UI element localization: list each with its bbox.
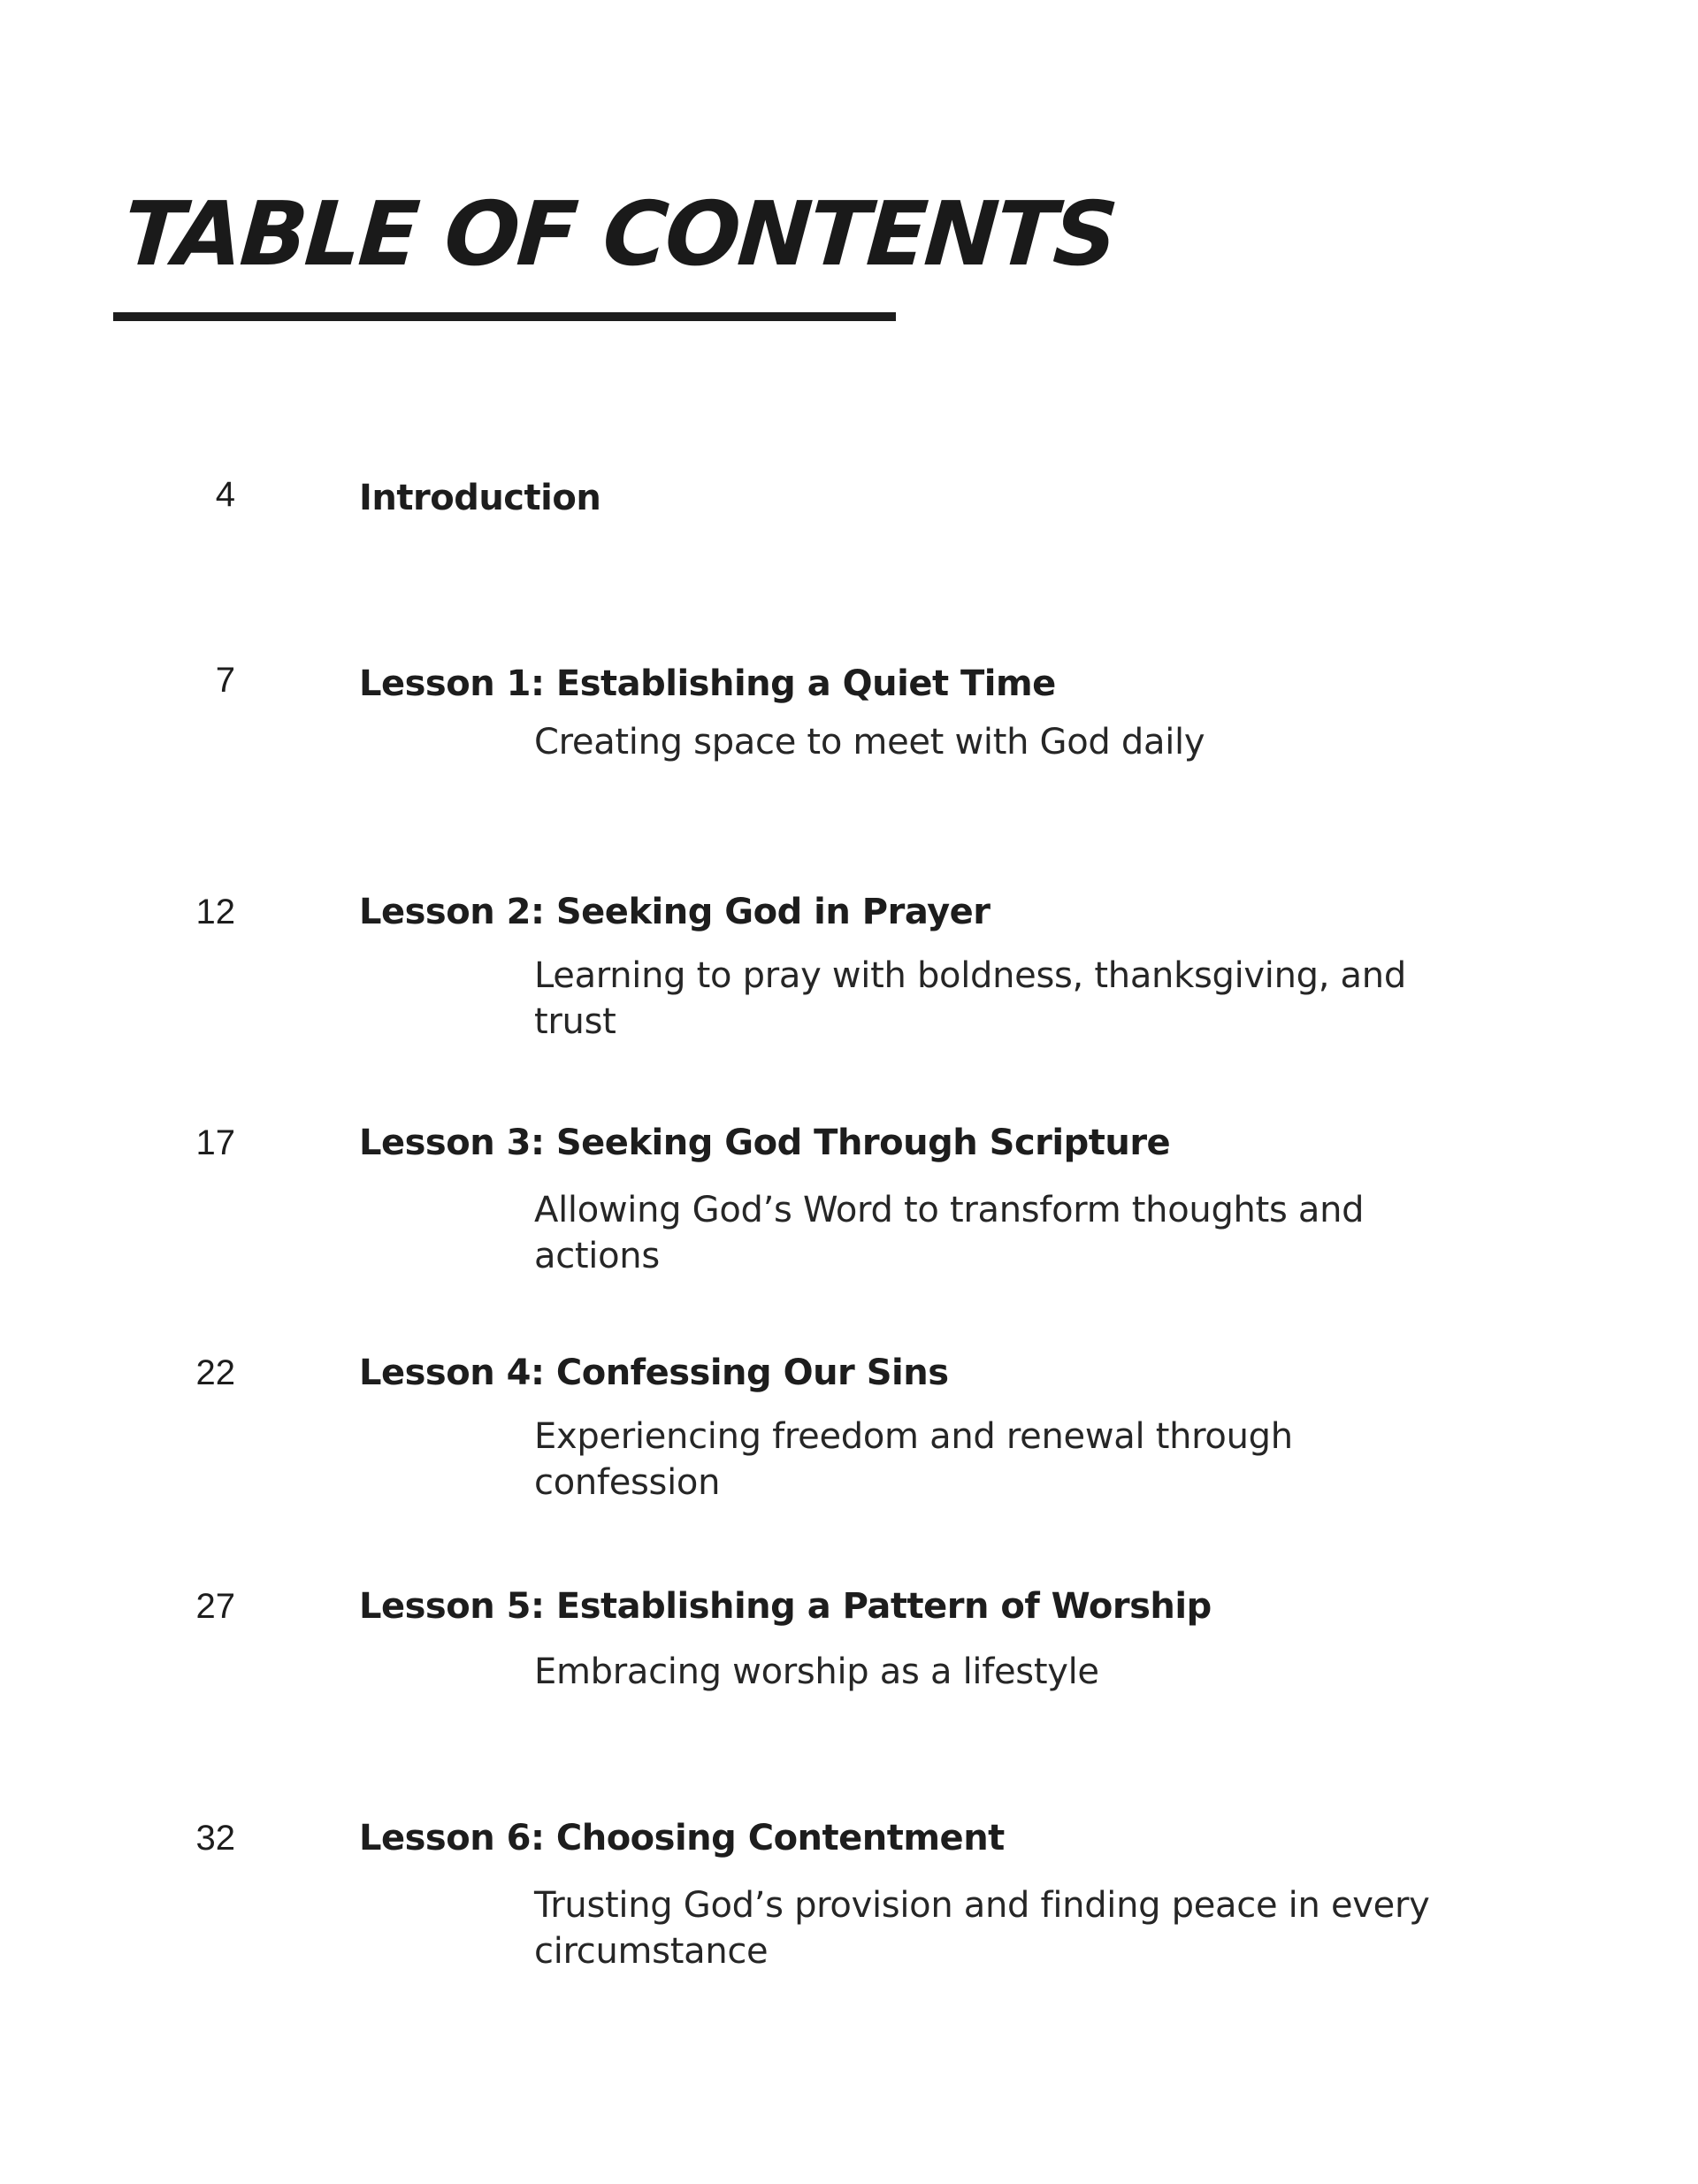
page-number: 17 bbox=[195, 1123, 235, 1162]
entry-title[interactable]: Introduction bbox=[359, 478, 601, 518]
page-number: 27 bbox=[195, 1587, 235, 1626]
page-title: TABLE OF CONTENTS bbox=[119, 182, 1119, 286]
page-number: 12 bbox=[195, 893, 235, 931]
entry-title[interactable]: Lesson 3: Seeking God Through Scripture bbox=[359, 1123, 1171, 1163]
entry-description: Experiencing freedom and renewal through confession bbox=[534, 1416, 1293, 1503]
entry-description: Trusting God’s provision and finding peace in every circumstance bbox=[534, 1885, 1430, 1972]
entry-description: Learning to pray with boldness, thanksgiving, and trust bbox=[534, 955, 1406, 1042]
entry-title[interactable]: Lesson 4: Confessing Our Sins bbox=[359, 1353, 949, 1393]
entry-title[interactable]: Lesson 1: Establishing a Quiet Time bbox=[359, 663, 1056, 704]
page-number: 32 bbox=[195, 1819, 235, 1858]
entry-title[interactable]: Lesson 6: Choosing Contentment bbox=[359, 1818, 1005, 1858]
entry-title[interactable]: Lesson 2: Seeking God in Prayer bbox=[359, 892, 990, 932]
page-number: 4 bbox=[215, 475, 235, 514]
title-underline bbox=[113, 312, 896, 321]
entry-description: Creating space to meet with God daily bbox=[534, 722, 1205, 762]
entry-description: Allowing God’s Word to transform thoughts and actions bbox=[534, 1190, 1365, 1276]
page-number: 22 bbox=[195, 1353, 235, 1392]
page-number: 7 bbox=[215, 661, 235, 700]
entry-description: Embracing worship as a lifestyle bbox=[534, 1651, 1099, 1692]
entry-title[interactable]: Lesson 5: Establishing a Pattern of Worship bbox=[359, 1586, 1212, 1627]
